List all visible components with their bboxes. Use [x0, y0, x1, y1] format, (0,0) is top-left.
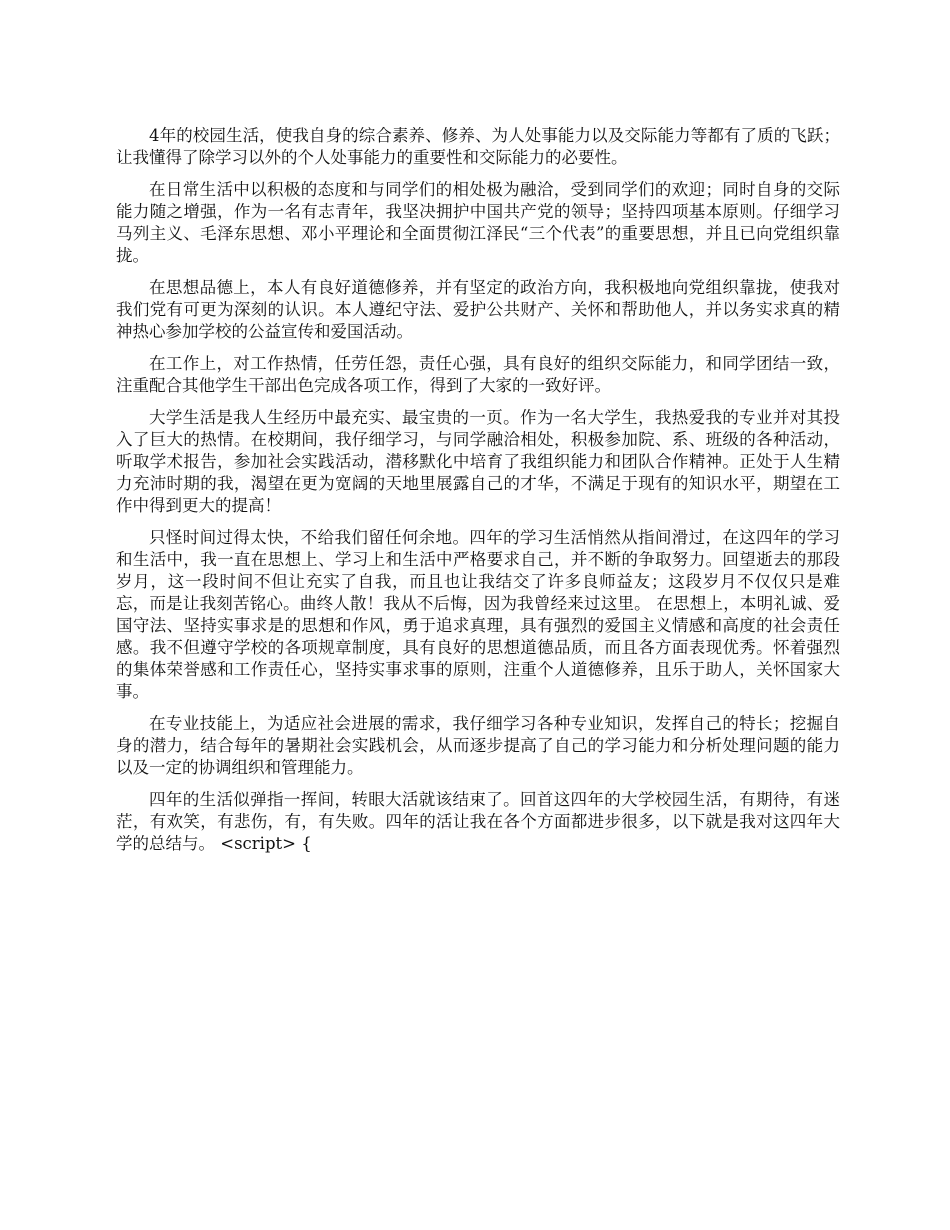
paragraph-time-passing: 只怪时间过得太快，不给我们留任何余地。四年的学习生活悄然从指间滑过，在这四年的学习和生活中，我一直在思想上、学习上和生活中严格要求自己，并不断的争取努力。回望逝去的那段岁月，这一段时间不但让充实了自我，而且也让我结交了许多良师益友；这段岁月不仅仅只是难忘，而是让我刻苦铭心。曲终人散！我从不后悔，因为我曾经来过这里。 在思想上，本明礼诚、爱国守法、坚持实事求是的思想和作风，勇于追求真理，具有强烈的爱国主义情感和高度的社会责任感。我不但遵守学校的各项规章制度，具有良好的思想道德品质，而且各方面表现优秀。怀着强烈的集体荣誉感和工作责任心，坚持实事求事的原则，注重个人道德修养，且乐于助人，关怀国家大事。	[116, 528, 840, 701]
document-body	[116, 125, 840, 865]
paragraph-campus-life: 4年的校园生活，使我自身的综合素养、修养、为人处事能力以及交际能力等都有了质的飞跃；让我懂得了除学习以外的个人处事能力的重要性和交际能力的必要性。	[116, 126, 840, 167]
paragraph-daily-life: 在日常生活中以积极的态度和与同学们的相处极为融洽，受到同学们的欢迎；同时自身的交际能力随之增强，作为一名有志青年，我坚决拥护中国共产党的领导；坚持四项基本原则。仔细学习马列主义、毛泽东思想、邓小平理论和全面贯彻江泽民“三个代表”的重要思想，并且已向党组织靠拢。	[116, 180, 840, 265]
paragraph-university-life: 大学生活是我人生经历中最充实、最宝贵的一页。作为一名大学生，我热爱我的专业并对其投入了巨大的热情。在校期间，我仔细学习，与同学融洽相处，积极参加院、系、班级的各种活动，听取学术报告，参加社会实践活动，潜移默化中培育了我组织能力和团队合作精神。正处于人生精力充沛时期的我，渴望在更为宽阔的天地里展露自己的才华，不满足于现有的知识水平，期望在工作中得到更大的提高！	[116, 408, 840, 515]
paragraph-work: 在工作上，对工作热情，任劳任怨，责任心强，具有良好的组织交际能力，和同学团结一致，注重配合其他学生干部出色完成各项工作，得到了大家的一致好评。	[116, 354, 840, 395]
paragraph-professional-skills: 在专业技能上，为适应社会进展的需求，我仔细学习各种专业知识，发挥自己的特长；挖掘自身的潜力，结合每年的暑期社会实践机会，从而逐步提高了自己的学习能力和分析处理问题的能力以及一定的协调组织和管理能力。	[116, 714, 840, 777]
paragraph-summary: 四年的生活似弹指一挥间，转眼大活就该结束了。回首这四年的大学校园生活，有期待，有迷茫，有欢笑，有悲伤，有，有失败。四年的活让我在各个方面都进步很多，以下就是我对这四年大学的总结与。 <script> {	[116, 790, 840, 853]
paragraph-moral-character: 在思想品德上，本人有良好道德修养，并有坚定的政治方向，我积极地向党组织靠拢，使我对我们党有可更为深刻的认识。本人遵纪守法、爱护公共财产、关怀和帮助他人，并以务实求真的精神热心参加学校的公益宣传和爱国活动。	[116, 278, 840, 341]
